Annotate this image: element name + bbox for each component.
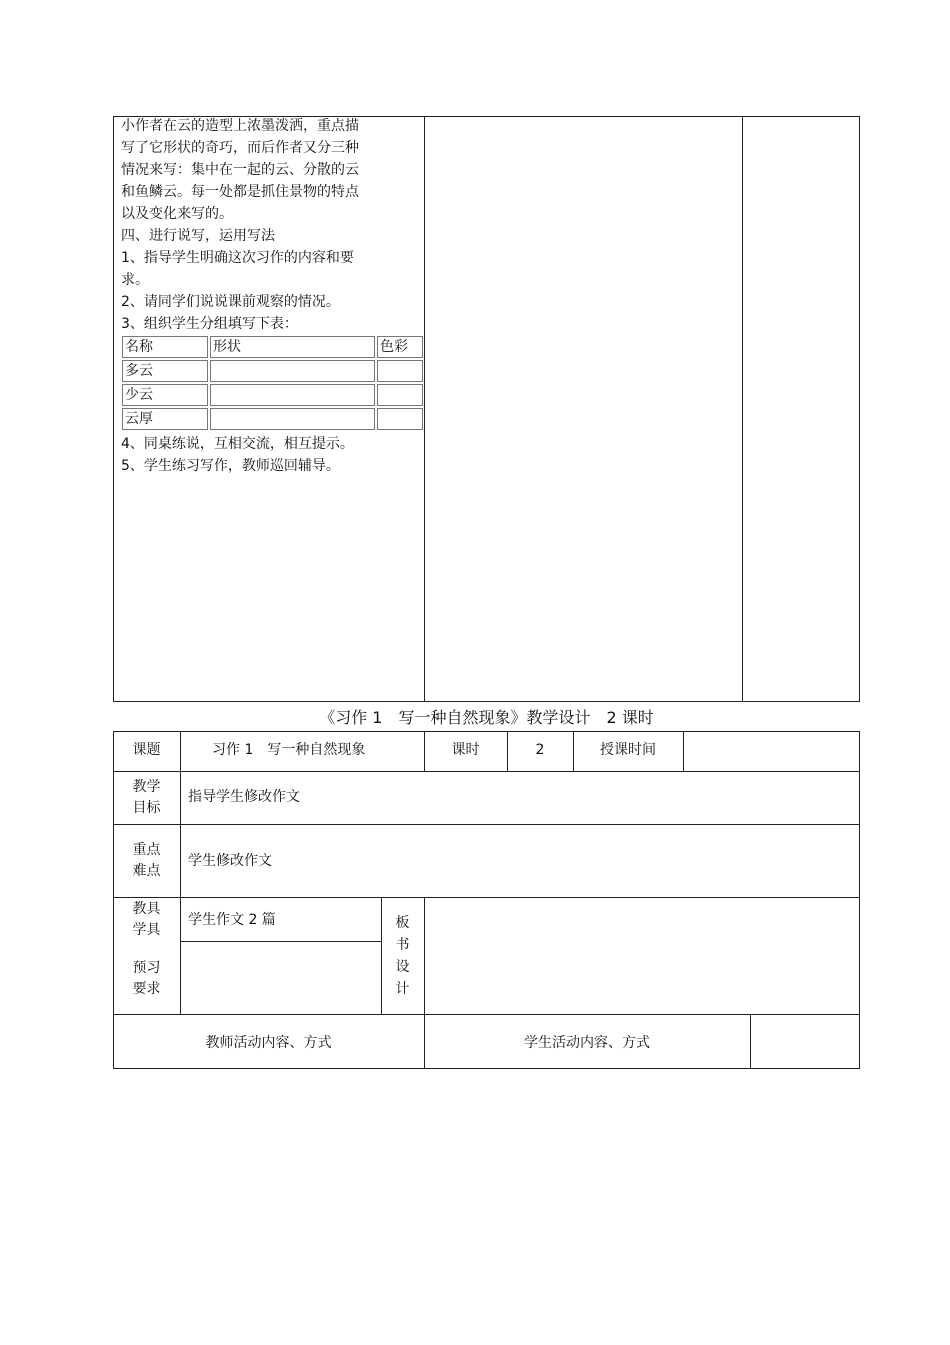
topic-value: 习作 1 写一种自然现象 bbox=[212, 742, 366, 758]
board-label-1: 板 bbox=[395, 915, 410, 931]
prep-label-line-2: 要求 bbox=[132, 981, 161, 997]
teaching-text-line-5: 以及变化来写的。 bbox=[121, 206, 233, 222]
period-label: 课时 bbox=[451, 742, 480, 758]
step-5: 5、学生练习写作，教师巡回辅导。 bbox=[121, 458, 340, 474]
tools-label-line-2: 学具 bbox=[132, 922, 161, 938]
step-1-line-1: 1、指导学生明确这次习作的内容和要 bbox=[121, 250, 354, 266]
mini-header-name: 名称 bbox=[122, 336, 208, 358]
mini-row-3-color bbox=[377, 408, 423, 430]
teacher-activity-header: 教师活动内容、方式 bbox=[205, 1035, 332, 1051]
teaching-text-line-1: 小作者在云的造型上浓墨泼洒，重点描 bbox=[121, 118, 359, 134]
mini-header-color: 色彩 bbox=[377, 336, 423, 358]
board-label-4: 计 bbox=[395, 981, 410, 997]
mini-row-3-shape bbox=[210, 408, 375, 430]
section-heading-four: 四、进行说写，运用写法 bbox=[121, 228, 275, 244]
teaching-text-line-3: 情况来写：集中在一起的云、分散的云 bbox=[121, 162, 359, 178]
teaching-text-line-4: 和鱼鳞云。每一处都是抓住景物的特点 bbox=[121, 184, 359, 200]
mini-row-1-name: 多云 bbox=[122, 360, 208, 382]
key-value: 学生修改作文 bbox=[188, 853, 272, 869]
mini-row-1-color bbox=[377, 360, 423, 382]
prep-label-line-1: 预习 bbox=[132, 960, 161, 976]
mini-row-2-color bbox=[377, 384, 423, 406]
board-label-3: 设 bbox=[395, 959, 410, 975]
tools-value: 学生作文 2 篇 bbox=[188, 912, 276, 928]
mini-row-3-name: 云厚 bbox=[122, 408, 208, 430]
page-title: 《习作 1 写一种自然现象》教学设计 2 课时 bbox=[319, 708, 654, 727]
step-4: 4、同桌练说，互相交流，相互提示。 bbox=[121, 436, 354, 452]
mini-header-shape: 形状 bbox=[210, 336, 375, 358]
step-1-line-2: 求。 bbox=[121, 272, 149, 288]
topic-label: 课题 bbox=[132, 742, 161, 758]
mini-row-2-shape bbox=[210, 384, 375, 406]
goal-label-line-1: 教学 bbox=[132, 779, 161, 795]
key-label-line-2: 难点 bbox=[132, 863, 161, 879]
step-3: 3、组织学生分组填写下表： bbox=[121, 316, 298, 332]
step-2: 2、请同学们说说课前观察的情况。 bbox=[121, 294, 340, 310]
goal-label-line-2: 目标 bbox=[132, 800, 161, 816]
mini-row-2-name: 少云 bbox=[122, 384, 208, 406]
key-label-line-1: 重点 bbox=[132, 842, 161, 858]
tools-label-line-1: 教具 bbox=[132, 901, 161, 917]
student-activity-header: 学生活动内容、方式 bbox=[524, 1035, 650, 1051]
mini-row-1-shape bbox=[210, 360, 375, 382]
board-label-2: 书 bbox=[395, 937, 410, 953]
teaching-text-line-2: 写了它形状的奇巧，而后作者又分三种 bbox=[121, 140, 359, 156]
period-value: 2 bbox=[535, 742, 545, 758]
class-time-label: 授课时间 bbox=[600, 742, 656, 758]
goal-value: 指导学生修改作文 bbox=[188, 789, 300, 805]
